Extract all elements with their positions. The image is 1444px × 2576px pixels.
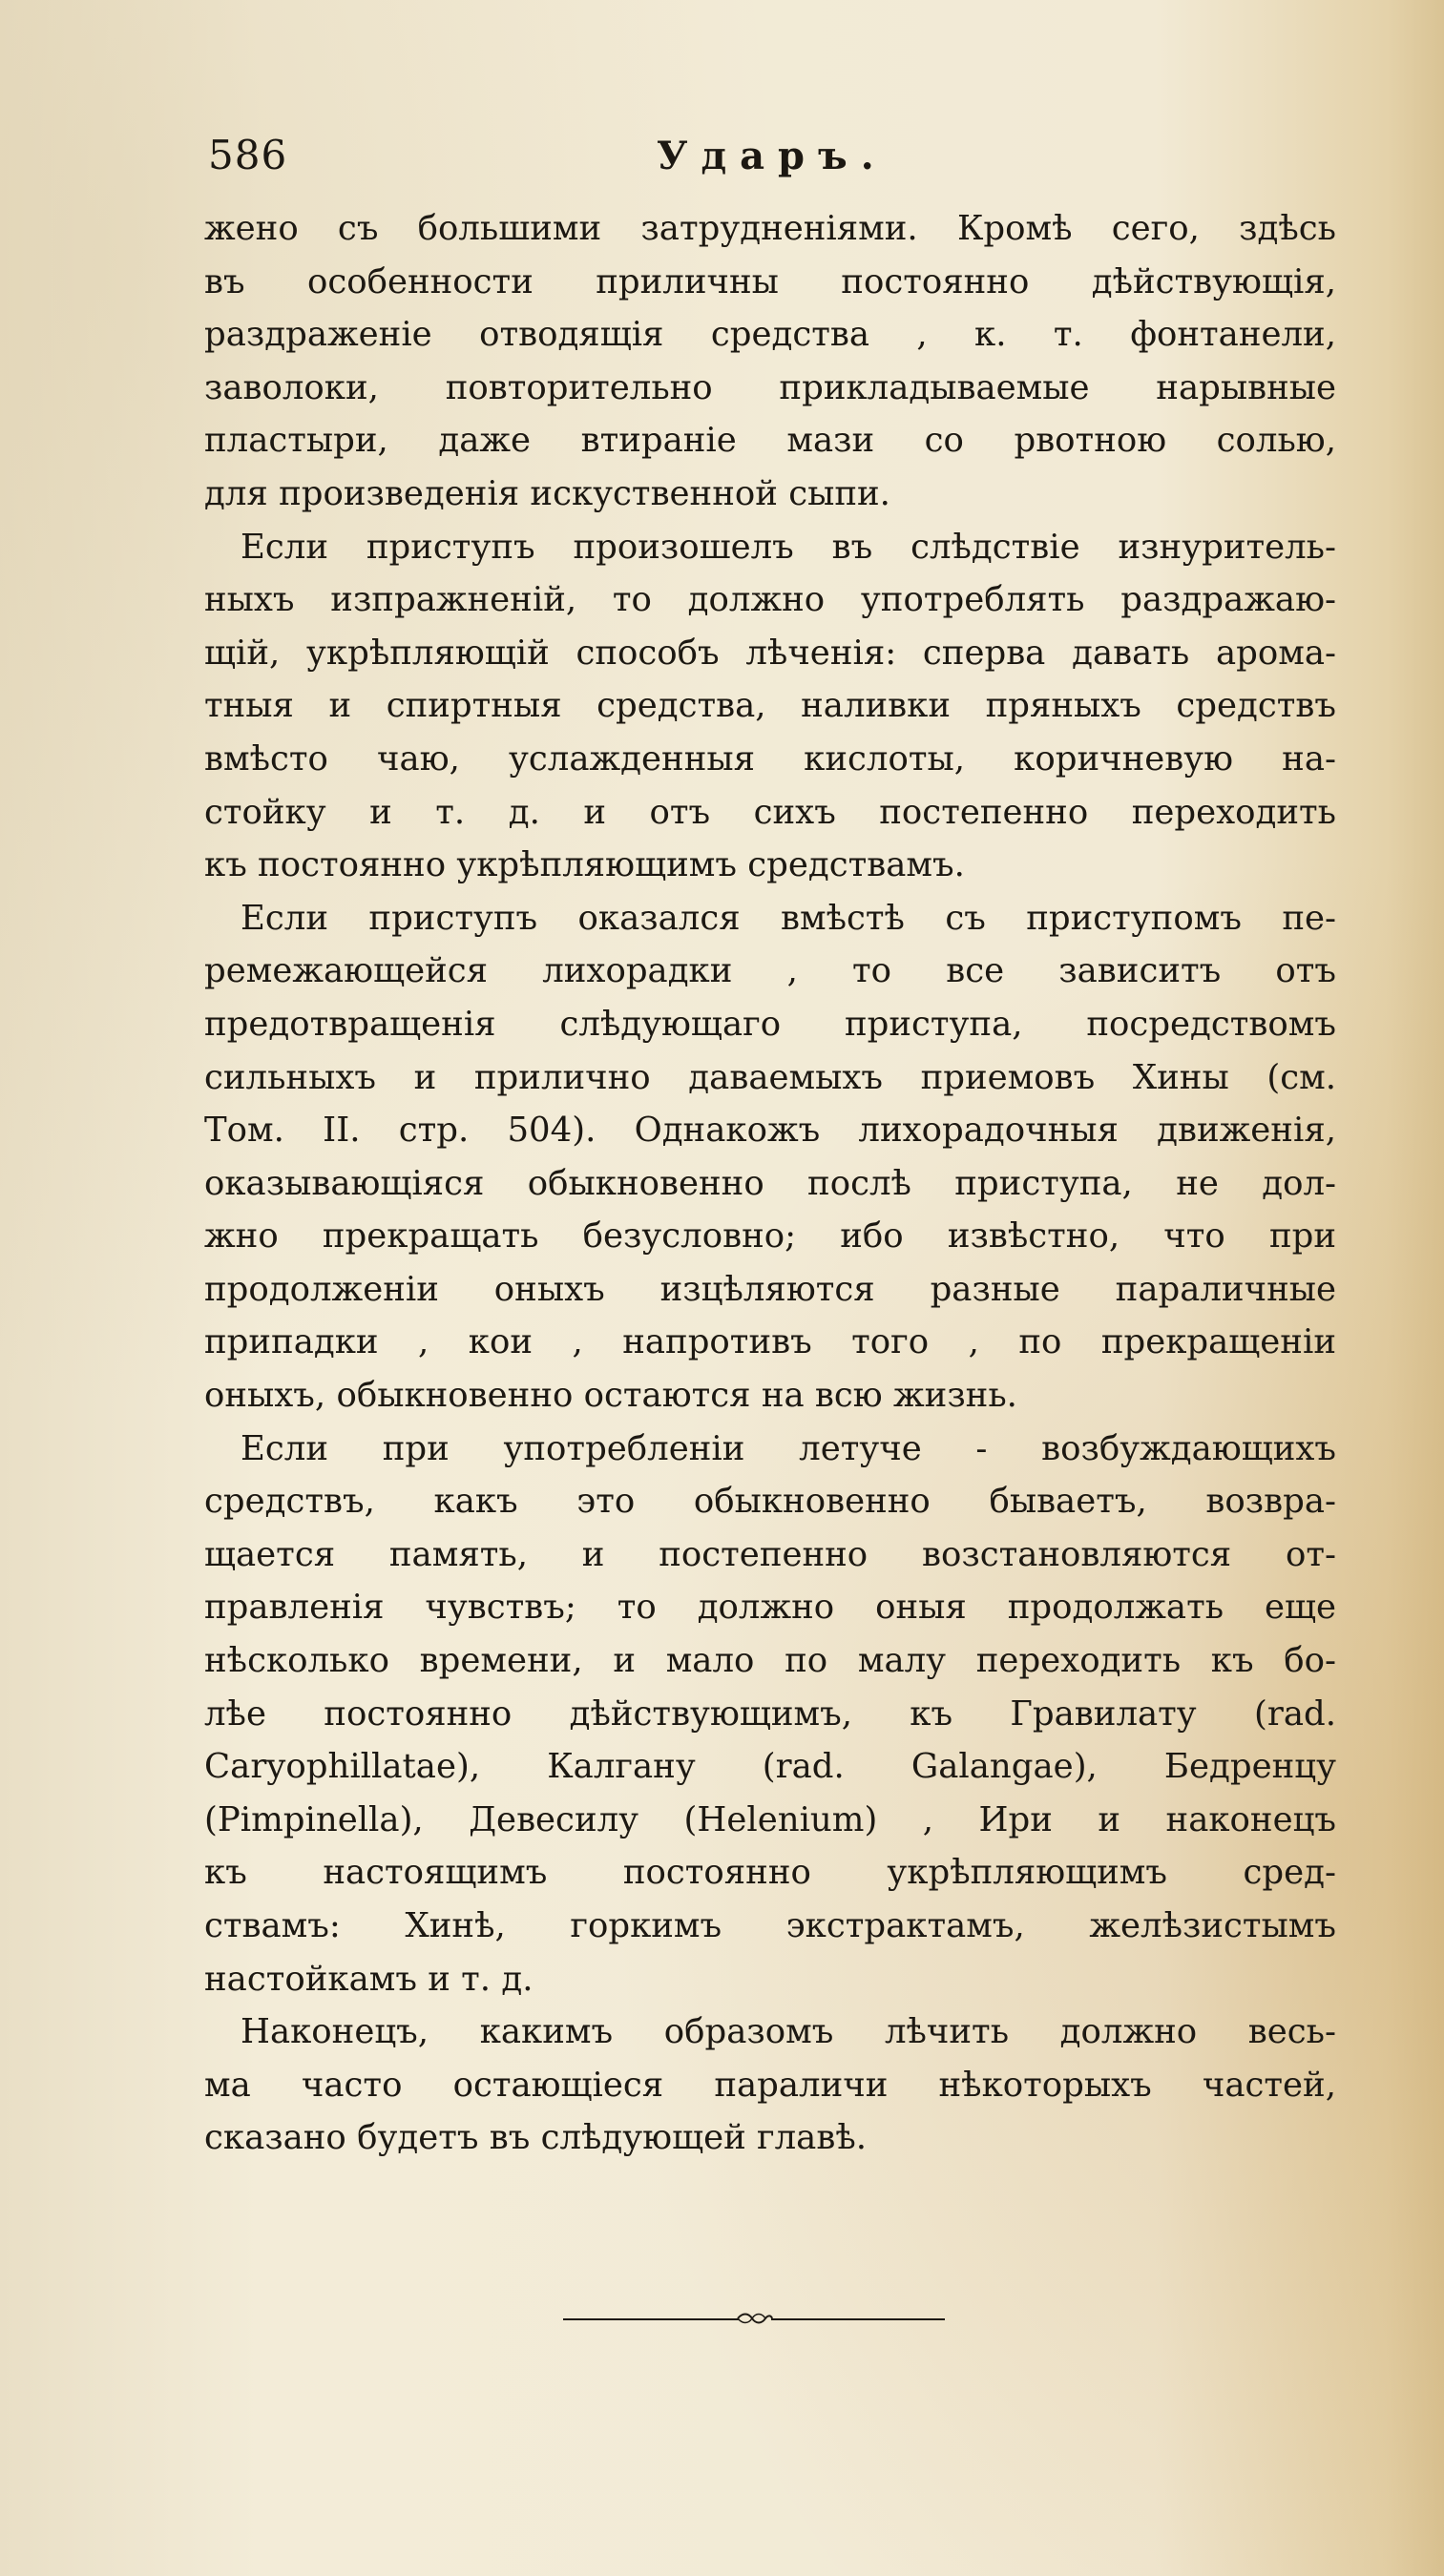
text-line: Если при употребленiи летуче - возбуждающихъ: [241, 1428, 1336, 1468]
text-line: стойку и т. д. и отъ сихъ постепенно переходить: [204, 792, 1336, 832]
text-line: Том. II. стр. 504). Однакожъ лихорадочныя движенiя,: [204, 1111, 1336, 1151]
text-line: для произведенiя искуственной сыпи.: [204, 473, 890, 513]
text-line: (Pimpinella), Девесилу (Helenium) , Ири и наконецъ: [204, 1799, 1336, 1839]
flourish-icon: [737, 2312, 773, 2325]
text-line: предотвращенiя слѣдующаго приступа, посредствомъ: [204, 1004, 1336, 1044]
paragraph-1: [204, 202, 1336, 521]
text-line: средствъ, какъ это обыкновенно бываетъ, возвра-: [204, 1482, 1336, 1522]
text-line: оныхъ, обыкновенно остаются на всю жизнь.: [204, 1376, 1017, 1416]
text-line: вмѣсто чаю, услажденныя кислоты, коричневую на-: [204, 738, 1336, 779]
paragraph-3: [204, 892, 1336, 1423]
paragraph-5: [204, 2005, 1336, 2165]
text-line: пластыри, даже втиранiе мази со рвотною солью,: [204, 421, 1336, 461]
text-line: ствамъ: Хинѣ, горкимъ экстрактамъ, желѣзистымъ: [204, 1906, 1336, 1945]
text-line: Если приступъ произошелъ въ слѣдствiе изнуритель-: [241, 527, 1336, 567]
paragraph-2: [204, 521, 1336, 892]
text-line: ныхъ изпражненiй, то должно употреблять раздражаю-: [204, 580, 1336, 620]
text-line: оказывающiяся обыкновенно послѣ приступа, не дол-: [204, 1163, 1336, 1203]
text-line: правленiя чувствъ; то должно оныя продолжать еще: [204, 1588, 1336, 1628]
rule-left: [563, 2318, 739, 2320]
text-line: въ особенности приличны постоянно дѣйствующiя,: [204, 261, 1336, 301]
text-line: лѣе постоянно дѣйствующимъ, къ Гравилату (rad.: [204, 1693, 1336, 1734]
paragraph-4: [204, 1423, 1336, 2006]
text-line: Caryophillatae), Калгану (rad. Galangae), Бедренцу: [204, 1747, 1336, 1787]
text-line: Наконецъ, какимъ образомъ лѣчить должно весь-: [241, 2012, 1336, 2052]
page-number: 586: [208, 132, 288, 178]
ornamental-rule: [563, 2311, 945, 2328]
text-line: ремежающейся лихорадки , то все зависитъ отъ: [204, 951, 1336, 991]
text-line: жно прекращать безусловно; ибо извѣстно, что при: [204, 1216, 1336, 1257]
running-title: Ударъ.: [657, 134, 888, 178]
text-line: къ постоянно укрѣпляющимъ средствамъ.: [204, 845, 965, 885]
text-line: щiй, укрѣпляющiй способъ лѣченiя: сперва давать арома-: [204, 633, 1336, 673]
page-header: [208, 132, 1277, 189]
text-line: продолженiи оныхъ изцѣляются разные параличные: [204, 1269, 1336, 1309]
text-line: нѣсколько времени, и мало по малу переходить къ бо-: [204, 1641, 1336, 1681]
text-line: жено съ большими затрудненiями. Кромѣ сего, здѣсь: [204, 209, 1336, 248]
text-line: щается память, и постепенно возстановляются от-: [204, 1534, 1336, 1574]
text-line: раздраженiе отводящiя средства , к. т. фонтанели,: [204, 315, 1336, 355]
text-line: припадки , кои , напротивъ того , по прекращенiи: [204, 1322, 1336, 1362]
text-line: къ настоящимъ постоянно укрѣпляющимъ сред-: [204, 1853, 1336, 1893]
text-line: Если приступъ оказался вмѣстѣ съ приступомъ пе-: [241, 898, 1336, 938]
text-line: настойкамъ и т. д.: [204, 1959, 534, 1999]
text-line: заволоки, повторительно прикладываемые нарывные: [204, 367, 1336, 407]
text-line: тныя и спиртныя средства, наливки пряныхъ средствъ: [204, 686, 1336, 726]
text-line: сказано будетъ въ слѣдующей главѣ.: [204, 2118, 868, 2158]
rule-right: [771, 2318, 945, 2320]
body-text: [204, 202, 1336, 2165]
text-line: ма часто остающiеся параличи нѣкоторыхъ частей,: [204, 2065, 1336, 2105]
text-line: сильныхъ и прилично даваемыхъ приемовъ Хины (см.: [204, 1057, 1336, 1097]
